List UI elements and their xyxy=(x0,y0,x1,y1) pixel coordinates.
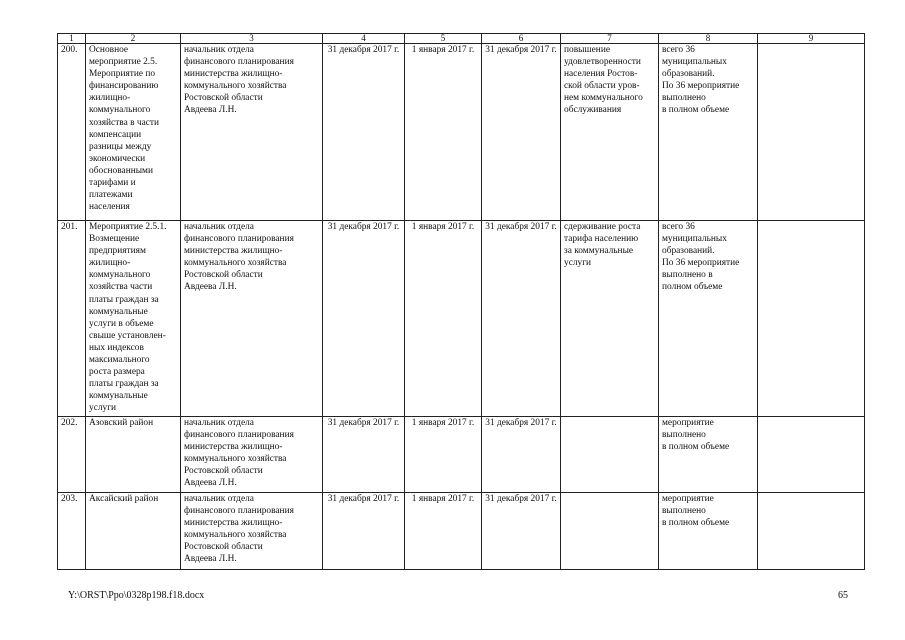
responsible-person: начальник отдела финансового планирования министерства жилищно- коммунального хозяйства Ростовской области Авдеева Л.Н. xyxy=(181,221,323,417)
fact-end-date: 31 декабря 2017 г. xyxy=(482,493,561,570)
fact-end-date: 31 декабря 2017 г. xyxy=(482,44,561,221)
planned-result: повышение удовлетворенности населения Ростов- ской области уров- нем коммунального обслуживания xyxy=(561,44,659,221)
column-number-3: 3 xyxy=(181,34,323,44)
note-cell xyxy=(758,44,865,221)
column-number-1: 1 xyxy=(58,34,86,44)
column-number-6: 6 xyxy=(482,34,561,44)
event-name: Азовский район xyxy=(86,417,181,493)
row-number: 202. xyxy=(58,417,86,493)
table-row xyxy=(58,417,865,493)
actual-result: мероприятие выполнено в полном объеме xyxy=(659,417,758,493)
column-number-2: 2 xyxy=(86,34,181,44)
planned-result: сдерживание роста тарифа населению за коммунальные услуги xyxy=(561,221,659,417)
fact-start-date: 1 января 2017 г. xyxy=(405,493,482,570)
column-number-7: 7 xyxy=(561,34,659,44)
event-name: Мероприятие 2.5.1. Возмещение предприятиям жилищно- коммунального хозяйства части платы граждан за коммунальные услуги в объеме свыше установлен- ных индексов максимального роста размера платы граждан за коммунальные услуги xyxy=(86,221,181,417)
fact-start-date: 1 января 2017 г. xyxy=(405,417,482,493)
column-number-row xyxy=(58,34,865,44)
plan-end-date: 31 декабря 2017 г. xyxy=(323,44,405,221)
column-number-5: 5 xyxy=(405,34,482,44)
row-number: 201. xyxy=(58,221,86,417)
table-row xyxy=(58,493,865,570)
note-cell xyxy=(758,221,865,417)
fact-end-date: 31 декабря 2017 г. xyxy=(482,221,561,417)
column-number-9: 9 xyxy=(758,34,865,44)
document-file-path: Y:\ORST\Ppo\0328p198.f18.docx xyxy=(68,590,205,601)
fact-end-date: 31 декабря 2017 г. xyxy=(482,417,561,493)
actual-result: всего 36 муниципальных образований. По 36 мероприятие выполнено в полном объеме xyxy=(659,221,758,417)
actual-result: всего 36 муниципальных образований. По 36 мероприятие выполнено в полном объеме xyxy=(659,44,758,221)
table-row xyxy=(58,221,865,417)
plan-end-date: 31 декабря 2017 г. xyxy=(323,493,405,570)
page-number: 65 xyxy=(838,590,848,601)
column-number-8: 8 xyxy=(659,34,758,44)
event-name: Основное мероприятие 2.5. Мероприятие по финансированию жилищно- коммунального хозяйства в части компенсации разницы между экономически обоснованными тарифами и платежами населения xyxy=(86,44,181,221)
plan-end-date: 31 декабря 2017 г. xyxy=(323,221,405,417)
fact-start-date: 1 января 2017 г. xyxy=(405,44,482,221)
table-row xyxy=(58,44,865,221)
event-name: Аксайский район xyxy=(86,493,181,570)
responsible-person: начальник отдела финансового планирования министерства жилищно- коммунального хозяйства Ростовской области Авдеева Л.Н. xyxy=(181,44,323,221)
responsible-person: начальник отдела финансового планирования министерства жилищно- коммунального хозяйства Ростовской области Авдеева Л.Н. xyxy=(181,493,323,570)
row-number: 203. xyxy=(58,493,86,570)
note-cell xyxy=(758,493,865,570)
column-number-4: 4 xyxy=(323,34,405,44)
plan-end-date: 31 декабря 2017 г. xyxy=(323,417,405,493)
fact-start-date: 1 января 2017 г. xyxy=(405,221,482,417)
note-cell xyxy=(758,417,865,493)
responsible-person: начальник отдела финансового планирования министерства жилищно- коммунального хозяйства Ростовской области Авдеева Л.Н. xyxy=(181,417,323,493)
row-number: 200. xyxy=(58,44,86,221)
report-table xyxy=(57,33,865,570)
planned-result xyxy=(561,417,659,493)
actual-result: мероприятие выполнено в полном объеме xyxy=(659,493,758,570)
planned-result xyxy=(561,493,659,570)
